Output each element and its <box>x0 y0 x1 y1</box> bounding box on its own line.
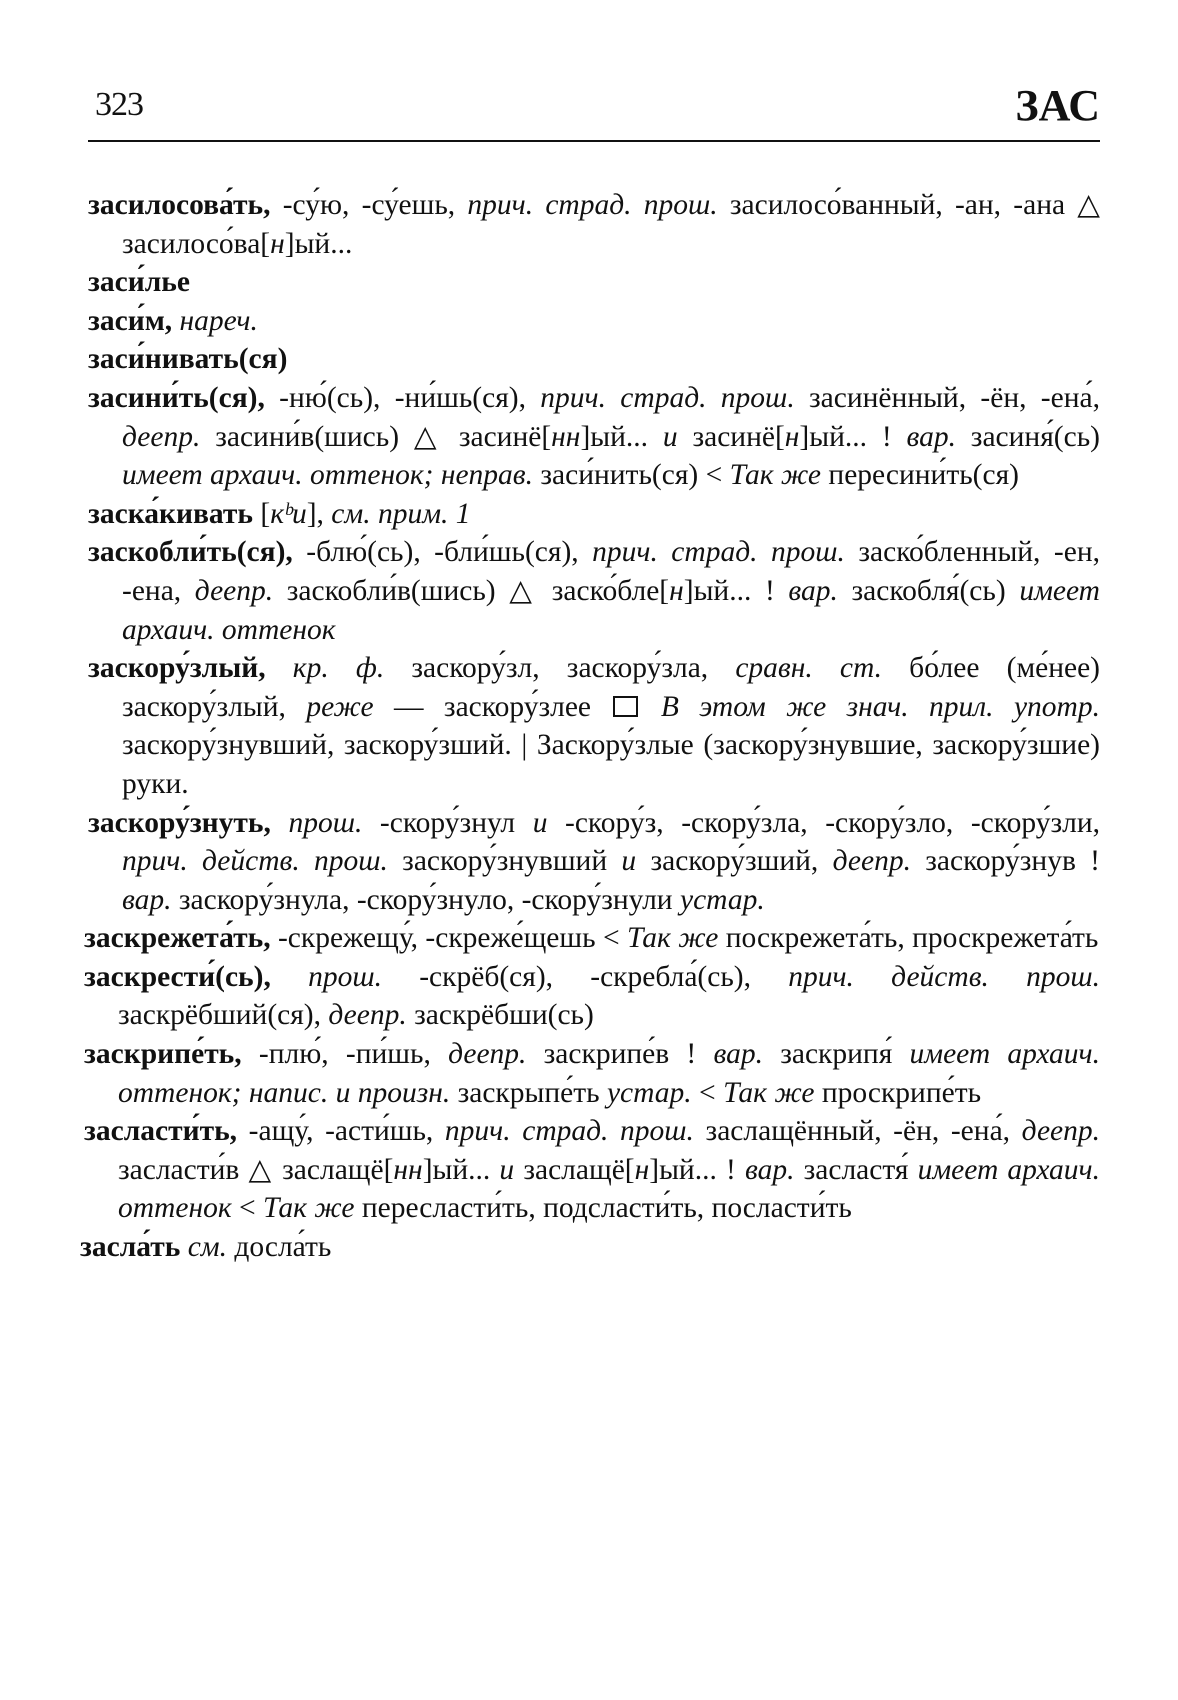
entry-text: заскрёбши(сь) <box>406 999 594 1032</box>
grammar-label: и <box>662 420 678 453</box>
grammar-label: и <box>621 845 637 878</box>
entry-text: заскрёбший(ся), <box>118 999 329 1032</box>
page-header <box>88 78 1100 142</box>
entry-text: -скрежещу́, -скреже́щешь < <box>270 922 627 955</box>
grammar-label: вар. <box>906 420 956 453</box>
entry-text: пересини́ть(ся) <box>821 459 1019 492</box>
grammar-label: устар. <box>679 883 765 916</box>
entry-text: ]ый... ! <box>683 574 789 607</box>
entry-text: -су́ю, -су́ешь, <box>270 189 468 221</box>
entry-text: заскрипе́в ! <box>526 1038 714 1071</box>
entry <box>84 919 1100 958</box>
grammar-label: В этом же знач. прил. употр. <box>640 690 1100 723</box>
headword: заскору́знуть, <box>88 806 271 839</box>
headword: заси́лье <box>88 266 190 299</box>
entry <box>88 186 1100 263</box>
grammar-label: нн <box>393 1153 423 1186</box>
entry <box>88 804 1100 920</box>
entry <box>88 263 1100 302</box>
grammar-label: Так же <box>263 1192 355 1225</box>
entry-text: < <box>691 1076 724 1109</box>
entry-text: заскору́знув ! <box>910 845 1101 878</box>
grammar-label: имеет архаич. оттенок <box>118 1153 1100 1225</box>
grammar-label: деепр. <box>122 420 201 453</box>
entry-text: засластя́ <box>794 1153 918 1186</box>
grammar-label: вар. <box>122 883 172 916</box>
entry-text: заслащённый, -ён, -ена́, <box>693 1115 1022 1148</box>
grammar-label: Так же <box>626 922 719 955</box>
entry <box>88 649 1100 803</box>
grammar-label: деепр. <box>1021 1115 1101 1148</box>
headword: заскрежета́ть, <box>84 922 271 955</box>
grammar-label: имеет архаич. оттенок; неправ. <box>122 459 533 492</box>
entry-text: -плю́, -пи́шь, <box>241 1038 449 1071</box>
grammar-label: прош. <box>308 960 382 993</box>
grammar-label: н <box>669 574 684 607</box>
entry-text: заскору́зший, <box>636 845 833 878</box>
headword: засла́ть <box>80 1231 181 1264</box>
headword: засилосова́ть, <box>88 189 271 221</box>
entry-text: -скору́з, -скору́зла, -скору́зло, -скору́зли, <box>547 806 1101 839</box>
running-head: ЗАС <box>1015 81 1100 130</box>
grammar-label: деепр. <box>832 845 911 878</box>
entry-text: засласти́в △ заслащё[ <box>118 1153 394 1186</box>
grammar-label: прош. <box>288 806 363 839</box>
headword: заскрипе́ть, <box>84 1038 242 1071</box>
grammar-label: вар. <box>713 1038 763 1071</box>
grammar-label: и <box>532 806 548 839</box>
entry-text: заско́бленный, -ен, -ена, <box>122 536 1100 607</box>
entry-text: засиня́(сь) <box>955 420 1100 453</box>
entry <box>84 1112 1100 1228</box>
entry <box>88 340 1100 379</box>
headword: заска́кивать <box>88 497 254 530</box>
entry-text: < <box>231 1192 264 1225</box>
headword: заскрести́(сь), <box>84 960 271 993</box>
entry <box>88 379 1100 495</box>
grammar-label: см. <box>187 1231 227 1264</box>
square-symbol-icon <box>613 696 638 717</box>
headword: засини́ть(ся), <box>88 381 265 414</box>
entry-text: — заскору́злее <box>373 690 612 723</box>
entry <box>84 958 1100 1035</box>
entry-text: -скору́знул <box>362 806 533 839</box>
grammar-label: нареч. <box>179 304 258 337</box>
entry-text: заскору́знула, -скору́знуло, -скору́знули <box>171 883 680 916</box>
grammar-label: кᵇи <box>270 497 307 530</box>
grammar-label: деепр. <box>328 999 407 1032</box>
entry <box>88 302 1100 341</box>
grammar-label: прич. страд. прош. <box>444 1115 694 1148</box>
grammar-label: устар. <box>606 1076 692 1109</box>
grammar-label: прич. действ. прош. <box>788 960 1100 993</box>
grammar-label: прич. страд. прош. <box>467 189 718 221</box>
entry-text: заскрипя́ <box>762 1038 910 1071</box>
entry-text: заскору́знувший, заскору́зший. | Заскору́злые (заскору́знувшие, заскору́зшие) руки. <box>122 729 1100 800</box>
grammar-label: сравн. ст. <box>735 652 883 685</box>
entry-text: ]ый... <box>422 1153 500 1186</box>
headword: засласти́ть, <box>84 1115 238 1148</box>
entry-text: засилосо́ванный, -ан, -ана △ засилосо́ва[ <box>122 189 1100 260</box>
entry-text: -скрёб(ся), -скребла́(сь), <box>382 960 789 993</box>
grammar-label: н <box>784 420 800 453</box>
grammar-label: см. прим. 1 <box>331 497 471 530</box>
grammar-label: прич. страд. прош. <box>540 381 795 414</box>
entry-text: засини́в(шись) △ засинё[ <box>200 420 552 453</box>
entry-text: досла́ть <box>227 1231 332 1264</box>
entry-text: засинё[ <box>677 420 785 453</box>
grammar-label: деепр. <box>194 574 274 607</box>
grammar-label: и <box>499 1153 515 1186</box>
grammar-label: н <box>634 1153 650 1186</box>
entry-text: -ащу́, -асти́шь, <box>237 1115 445 1148</box>
entry-text: ]ый... <box>580 420 663 453</box>
entry-text: заскору́знувший <box>387 845 622 878</box>
entry-text: ], <box>306 497 332 530</box>
headword: заси́м, <box>88 304 173 337</box>
grammar-label: реже <box>306 690 374 723</box>
entry-text <box>180 1231 187 1263</box>
headword: заскобли́ть(ся), <box>88 536 293 569</box>
entry-text: заскору́зл, заскору́зла, <box>384 652 736 685</box>
page-number: 323 <box>95 86 143 123</box>
entry <box>80 1228 1100 1267</box>
grammar-label: деепр. <box>448 1038 527 1071</box>
entry-text: бо́лее (ме́нее) заскору́злый, <box>122 652 1100 723</box>
entry-text: заси́нить(ся) < <box>532 459 730 492</box>
entry-text: -блю́(сь), -бли́шь(ся), <box>292 536 593 569</box>
headword: заскору́злый, <box>88 652 266 685</box>
entry-text: поскрежета́ть, проскрежета́ть <box>718 922 1099 955</box>
grammar-label: вар. <box>744 1153 795 1186</box>
entry <box>88 495 1100 534</box>
entry-text: [ <box>253 497 271 530</box>
grammar-label: Так же <box>729 459 822 492</box>
entry-text: ]ый... <box>284 227 353 260</box>
entry-text: заскрыпе́ть <box>450 1076 607 1109</box>
grammar-label: прич. страд. прош. <box>592 536 845 569</box>
grammar-label: Так же <box>723 1076 815 1109</box>
entry-text: засинённый, -ён, -ена́, <box>794 381 1100 414</box>
entry-text: ]ый... ! <box>799 420 907 453</box>
grammar-label: н <box>270 227 285 260</box>
grammar-label: нн <box>551 420 581 453</box>
entry-text <box>271 807 289 839</box>
entry-text: пересласти́ть, подсласти́ть, посласти́ть <box>354 1192 852 1225</box>
entry-text: проскрипе́ть <box>814 1076 982 1109</box>
grammar-label: кр. ф. <box>292 652 385 685</box>
entry-text <box>172 305 179 337</box>
entry-text: -ню́(сь), -ни́шь(ся), <box>264 381 541 414</box>
grammar-label: вар. <box>788 574 838 607</box>
entry <box>84 1035 1100 1112</box>
headword: заси́нивать(ся) <box>88 343 288 376</box>
grammar-label: имеет архаич. оттенок; напис. и произн. <box>118 1038 1100 1109</box>
entry-text: ]ый... ! <box>649 1153 745 1186</box>
dictionary-entries <box>80 186 1101 1267</box>
entry <box>88 533 1100 649</box>
entry-text: заслащё[ <box>514 1153 635 1186</box>
entry-text <box>271 961 308 993</box>
entry-text: заскобли́в(шись) △ заско́бле[ <box>273 574 670 607</box>
entry-text <box>266 652 293 684</box>
entry-text: заскобля́(сь) <box>837 574 1020 607</box>
grammar-label: имеет архаич. оттенок <box>122 574 1100 646</box>
grammar-label: прич. действ. прош. <box>122 845 388 878</box>
